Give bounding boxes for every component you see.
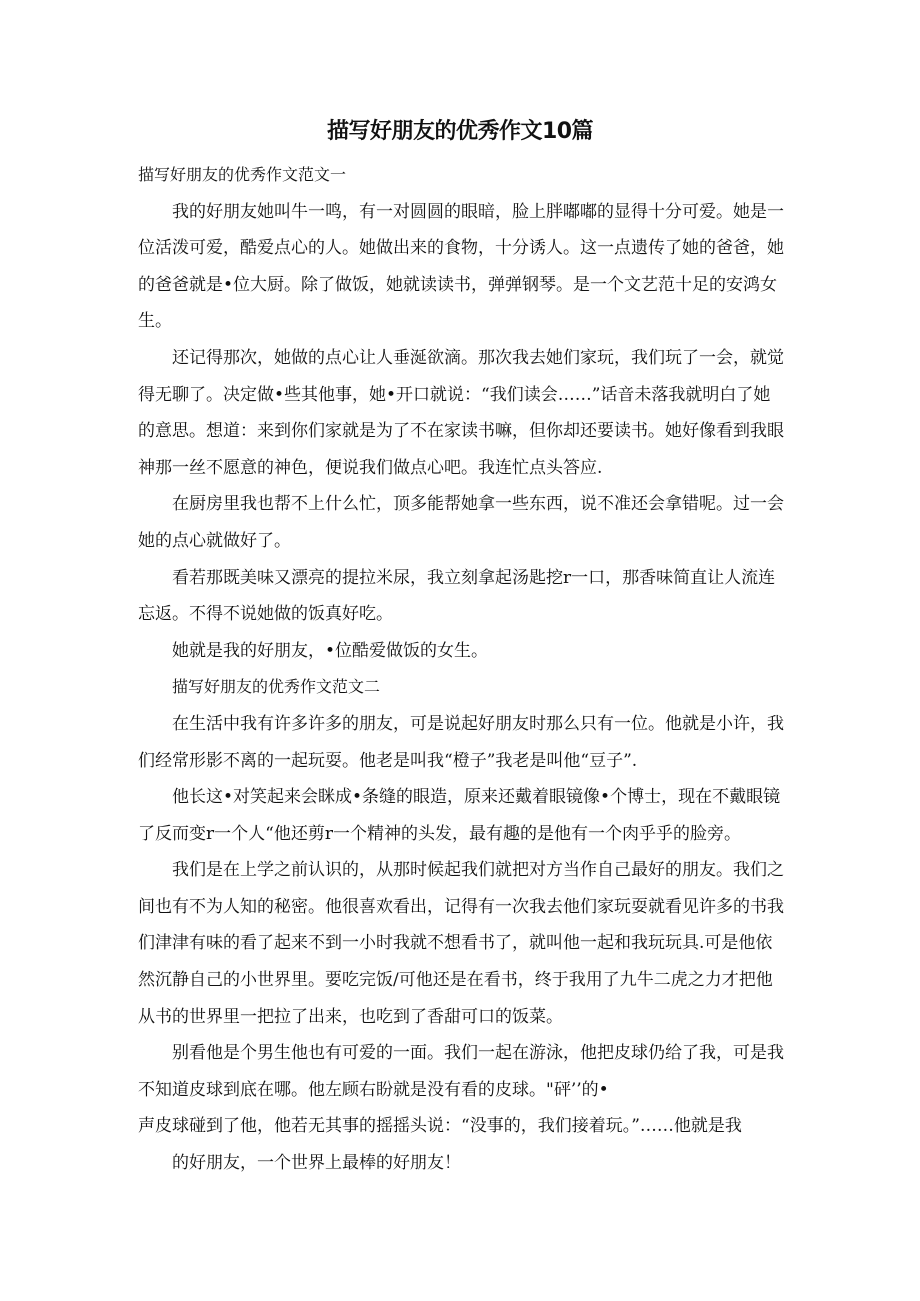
document-body xyxy=(138,157,786,1182)
essay-1-paragraph-1: 我的好朋友她叫牛一鸣，有一对圆圆的眼暗，脸上胖嘟嘟的显得十分可爱。她是一位活泼可爱，酷爱点心的人。她做出来的食物，十分诱人。这一点遗传了她的爸爸，她的爸爸就是•位大厨。除了做饭，她就读读书，弹弹钢琴。是一个文艺范十足的安鸿女生。 xyxy=(138,201,784,332)
essay-1-paragraph-3: 在厨房里我也帮不上什么忙，顶多能帮她拿一些东西，说不准还会拿错呢。过一会她的点心就做好了。 xyxy=(138,494,784,551)
essay-2-paragraph-4: 别看他是个男生他也有可爱的一面。我们一起在游泳，他把皮球仍给了我，可是我不知道皮球到底在哪。他左顾右盼就是没有看的皮球。"砰’’的• xyxy=(138,1043,784,1100)
essay-1-paragraph-5: 她就是我的好朋友，•位酷爱做饭的女生。 xyxy=(172,640,489,661)
essay-2-paragraph-4-continued: 声皮球碰到了他，他若无其事的摇摇头说：“没事的，我们接着玩。”……他就是我 xyxy=(138,1116,742,1137)
essay-2-closing-line: 的好朋友，一个世界上最棒的好朋友！ xyxy=(172,1153,461,1174)
essay-1-heading: 描写好朋友的优秀作文范文一 xyxy=(138,165,347,184)
essay-1-paragraph-2: 还记得那次，她做的点心让人垂涎欲滴。那次我去她们家玩，我们玩了一会，就觉得无聊了。决定做•些其他事，她•开口就说：“我们读会……”话音未落我就明白了她的意思。想道：来到你们家就是为了不在家读书嘛，但你却还要读书。她好像看到我眼神那一丝不愿意的神色，便说我们做点心吧。我连忙点头答应. xyxy=(138,347,784,478)
essay-2-paragraph-3: 我们是在上学之前认识的，从那时候起我们就把对方当作自己最好的朋友。我们之间也有不为人知的秘密。他很喜欢看出，记得有一次我去他们家玩耍就看见许多的书我们津津有味的看了起来不到一小时我就不想看书了，就叫他一起和我玩玩具.可是他依然沉静自己的小世界里。要吃完饭/可他还是在看书，终于我用了九牛二虎之力才把他从书的世界里一把拉了出来，也吃到了香甜可口的饭菜。 xyxy=(138,860,784,1027)
essay-2-paragraph-1: 在生活中我有许多许多的朋友，可是说起好朋友时那么只有一位。他就是小许，我们经常形影不离的一起玩耍。他老是叫我“橙子”我老是叫他“豆子”. xyxy=(138,713,784,771)
essay-1-paragraph-4: 看若那既美味又漂亮的提拉米尿，我立刻拿起汤匙挖r一口，那香味简直让人流连忘返。不得不说她做的饭真好吃。 xyxy=(138,567,776,625)
document-title: 描写好朋友的优秀作文10篇 xyxy=(326,119,594,144)
essay-2-paragraph-2: 他长这•对笑起来会眯成•条缝的眼造，原来还戴着眼镜像•个博士，现在不戴眼镜了反而变r一个人“他还剪r一个精神的头发，最有趣的是他有一个肉乎乎的脸旁。 xyxy=(138,787,781,844)
essay-2-heading: 描写好朋友的优秀作文范文二 xyxy=(172,677,381,697)
